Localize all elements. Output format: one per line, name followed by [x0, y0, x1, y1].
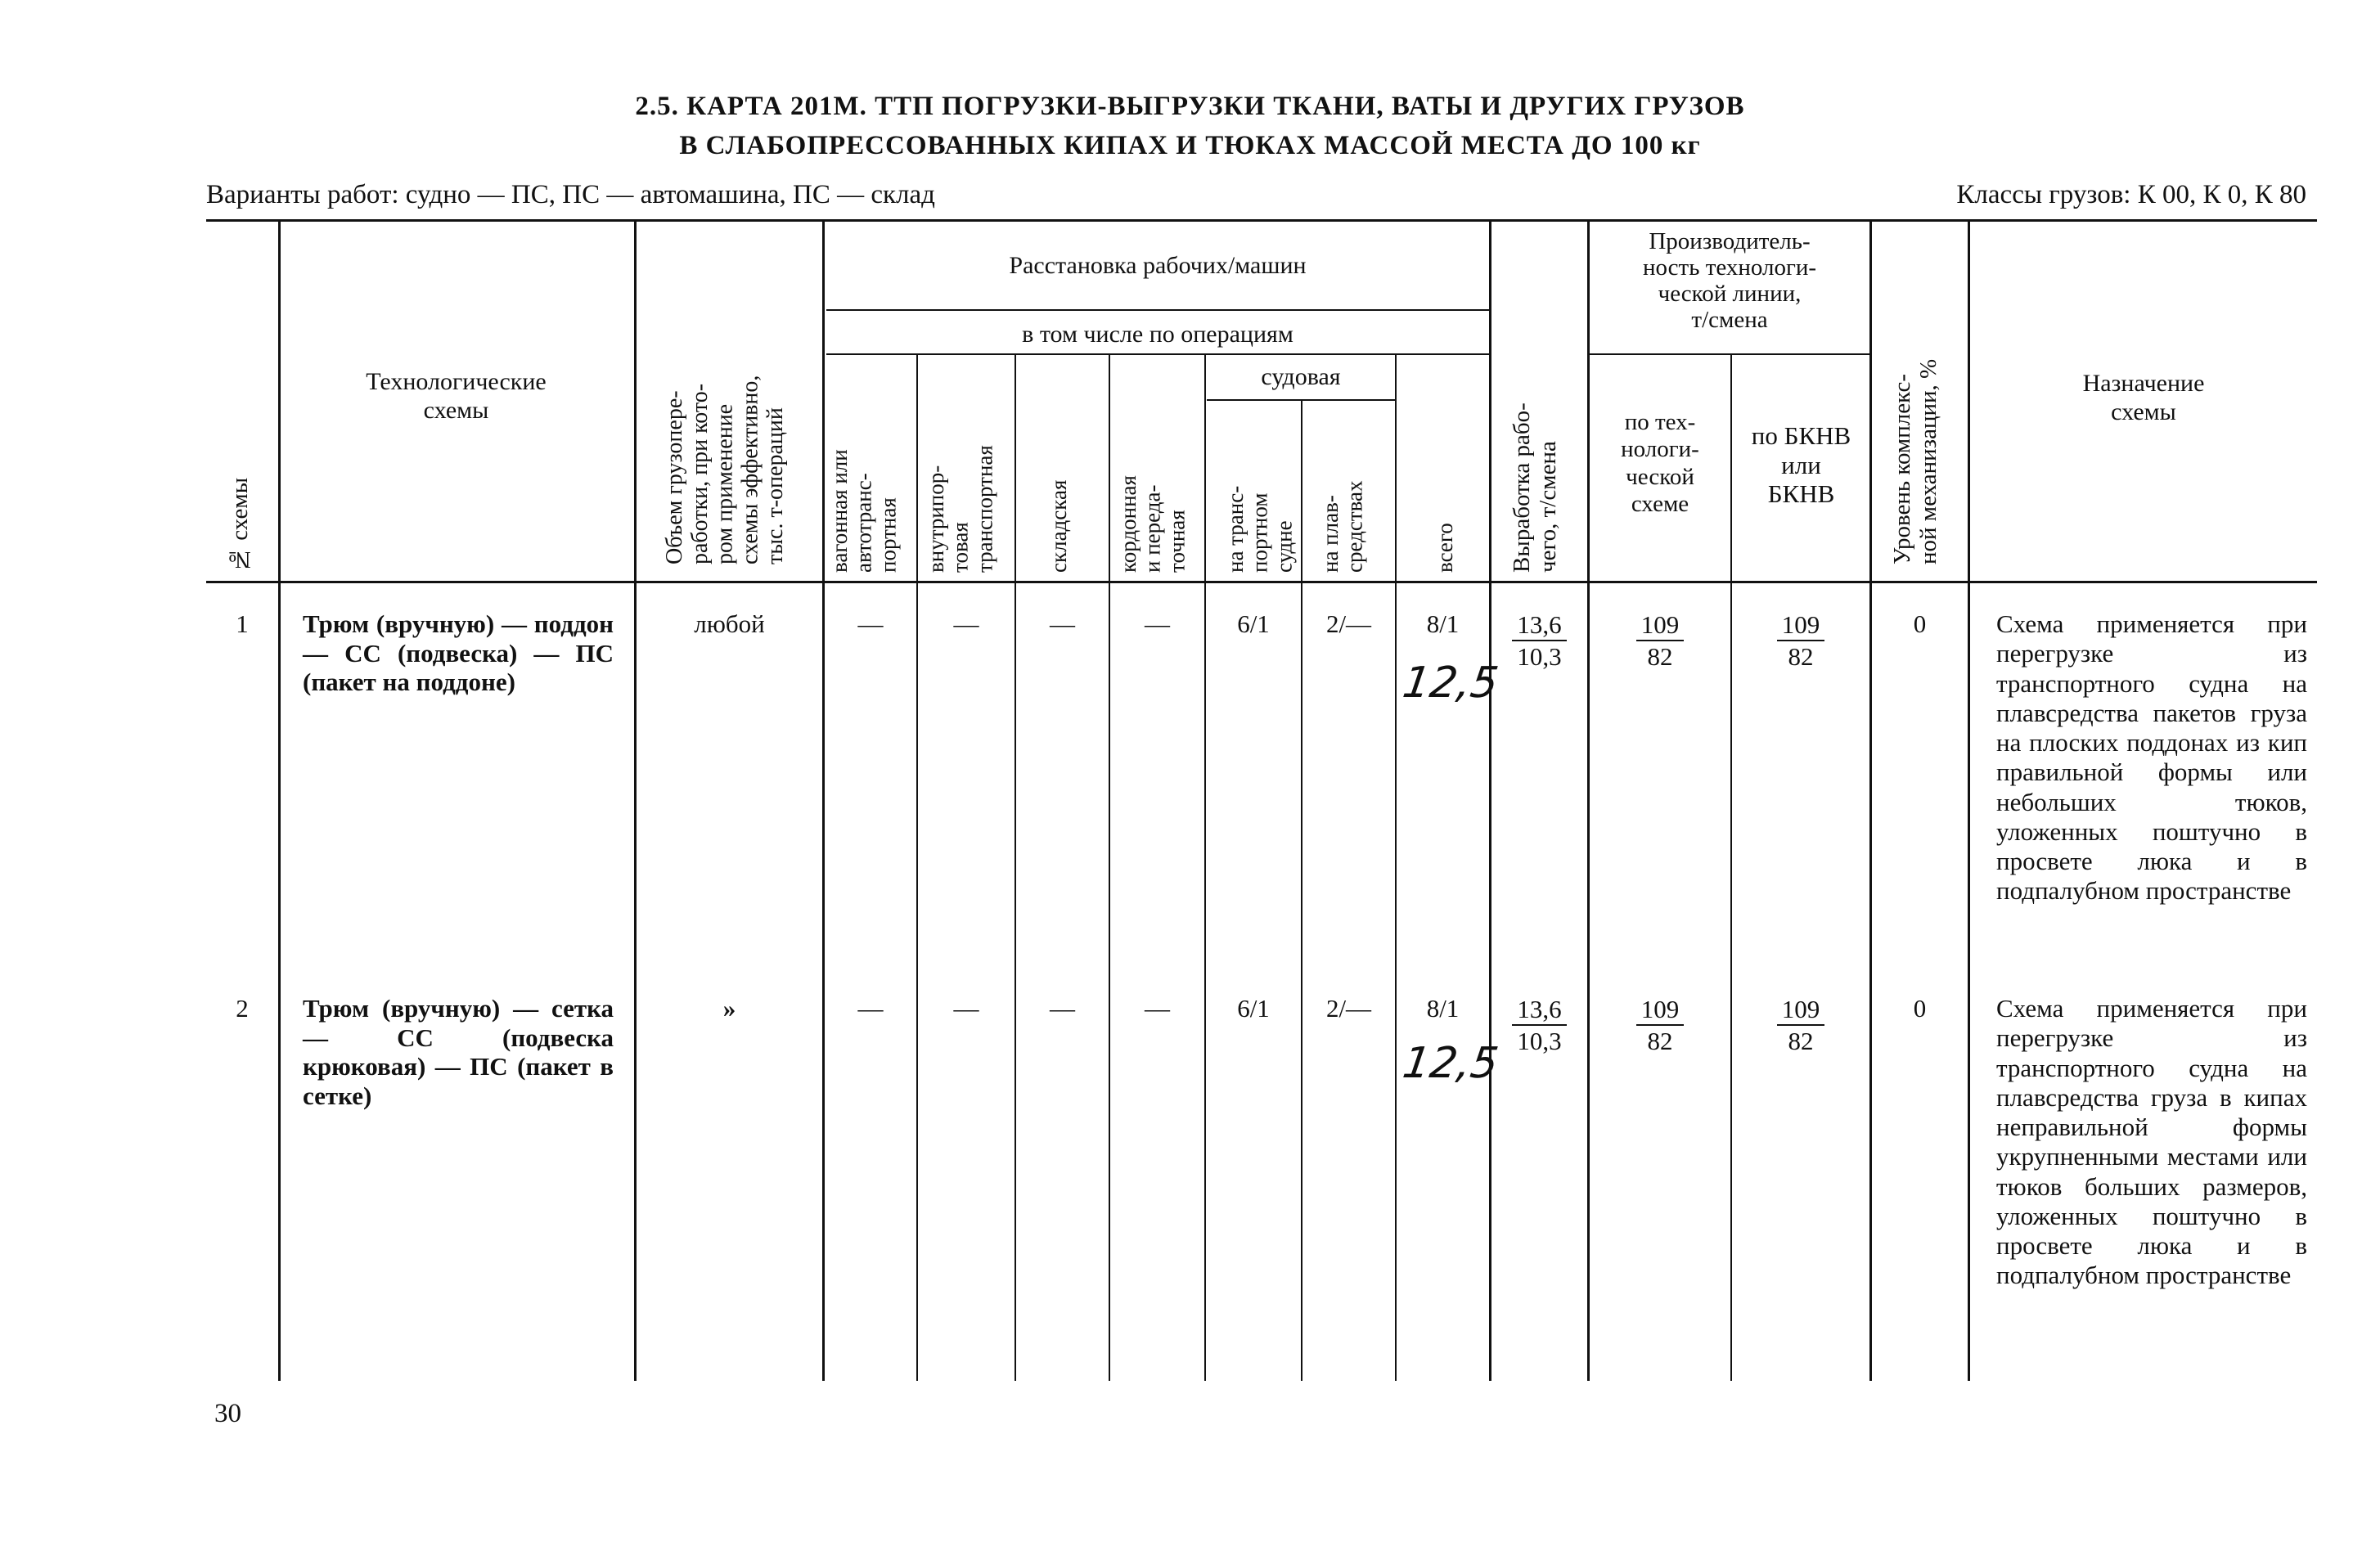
row-wagon: —	[857, 609, 884, 638]
row-intport: —	[953, 609, 979, 638]
work-variants: Варианты работ: судно — ПС, ПС — автомашина, ПС — склад	[206, 180, 935, 209]
vline-6	[1109, 353, 1110, 1381]
row-warehouse: —	[1050, 609, 1075, 638]
header-placement: Расстановка рабочих/машин	[1009, 252, 1307, 279]
row-output	[1491, 609, 1587, 672]
header-incl-ops: в том числе по операциям	[1022, 321, 1293, 348]
row-volume: любой	[694, 609, 765, 638]
rule-incl-ops	[826, 309, 1489, 311]
row-total: 8/1	[1426, 609, 1460, 638]
top-rule	[206, 219, 2317, 222]
row-num: 1	[236, 609, 249, 638]
header-ship-transport: на транс- портном судне	[1223, 485, 1297, 573]
vline-2	[634, 219, 637, 1381]
row-bknv-top: 109	[1777, 609, 1825, 641]
row-tech: Трюм (вручную) — поддон — СС (подвеска) — ПС (пакет на поддоне)	[303, 609, 614, 697]
row-warehouse: —	[1050, 994, 1075, 1023]
row-output-bottom: 10,3	[1517, 1027, 1562, 1056]
header-num: № схемы	[227, 477, 253, 573]
row-output-top: 13,6	[1512, 994, 1566, 1026]
row-ship-float: 2/—	[1325, 994, 1372, 1023]
row-intport: —	[953, 994, 979, 1023]
vline-13	[1869, 219, 1872, 1381]
vline-5	[1015, 353, 1016, 1381]
row-wagon: —	[857, 994, 884, 1023]
row-by-bknv	[1732, 994, 1869, 1056]
vline-9	[1395, 353, 1397, 1381]
row-num: 2	[236, 994, 249, 1023]
row-ship-transport: 6/1	[1237, 609, 1270, 638]
row-mech: 0	[1913, 609, 1927, 638]
row-by-bknv	[1732, 609, 1869, 672]
row-bknv-bottom: 82	[1788, 642, 1814, 672]
row-mech: 0	[1913, 994, 1927, 1023]
row-scheme-top: 109	[1636, 609, 1685, 641]
header-intport: внутрипор- товая транспортная	[924, 445, 997, 573]
header-bottom-rule	[206, 581, 2317, 583]
header-cordon: кордонная и переда- точная	[1116, 475, 1190, 573]
row-purpose: Схема применяется при перегрузке из транспортного судна на плавсредства пакетов груза на плоских поддонах из кип правильной формы или небольших тюков, уложенных поштучно в просвете люка и в подпалубном пространстве	[1996, 609, 2307, 906]
header-output: Выработка рабо- чего, т/смена	[1509, 402, 1561, 573]
row-ship-transport: 6/1	[1237, 994, 1270, 1023]
row-cordon: —	[1145, 994, 1170, 1023]
title-line-1: 2.5. КАРТА 201М. ТТП ПОГРУЗКИ-ВЫГРУЗКИ ТКАНИ, ВАТЫ И ДРУГИХ ГРУЗОВ	[635, 92, 1745, 121]
vline-1	[278, 219, 281, 1381]
title-line-2: В СЛАБОПРЕССОВАННЫХ КИПАХ И ТЮКАХ МАССОЙ МЕСТА ДО 100 кг	[679, 131, 1701, 160]
row-tech: Трюм (вручную) — сетка — СС (подвеска крюковая) — ПС (пакет в сетке)	[303, 994, 614, 1110]
cargo-classes: Классы грузов: К 00, К 0, К 80	[1956, 180, 2306, 209]
header-purpose: Назначение схемы	[2082, 370, 2205, 425]
page-number: 30	[214, 1399, 241, 1428]
row-ship-float: 2/—	[1325, 609, 1372, 638]
header-warehouse: складская	[1046, 479, 1071, 573]
row-by-scheme	[1590, 609, 1730, 672]
row-cordon: —	[1145, 609, 1170, 638]
header-by-bknv: по БКНВ или БКНВ	[1751, 421, 1851, 509]
row-bknv-bottom: 82	[1788, 1027, 1814, 1056]
vline-3	[822, 219, 825, 1381]
header-mech: Уровень комплекс- ной механизации, %	[1889, 358, 1941, 564]
row-output	[1491, 994, 1587, 1056]
vline-12	[1730, 353, 1732, 1381]
vline-8	[1301, 399, 1302, 1381]
vline-10	[1489, 219, 1491, 1381]
row-volume: »	[722, 994, 736, 1023]
row-output-top: 13,6	[1512, 609, 1566, 641]
header-ship: судовая	[1261, 363, 1341, 390]
rule-productivity	[1587, 353, 1869, 355]
vline-4	[916, 353, 918, 1381]
header-total: всего	[1433, 523, 1457, 573]
header-tech: Технологические схемы	[366, 368, 547, 424]
vline-11	[1587, 219, 1590, 1381]
rule-sub-ops	[826, 353, 1489, 355]
row-output-bottom: 10,3	[1517, 642, 1562, 672]
header-ship-float: на плав- средствах	[1318, 480, 1367, 573]
row-by-scheme	[1590, 994, 1730, 1056]
row-scheme-top: 109	[1636, 994, 1685, 1026]
header-by-scheme: по тех- нологи- ческой схеме	[1621, 409, 1699, 518]
vline-7	[1204, 353, 1206, 1381]
row-handwritten-note: 12,5	[1399, 659, 1501, 708]
header-volume: Объем грузопере- работки, при кото- ром применение схемы эффективно, тыс. т-операций	[662, 375, 789, 564]
row-scheme-bottom: 82	[1647, 1027, 1673, 1056]
row-purpose: Схема применяется при перегрузке из транспортного судна на плавсредства груза в кипах неправильной формы укрупненными местами или тюков больших размеров, уложенных поштучно в просвете люка и в подпалубном пространстве	[1996, 994, 2307, 1290]
header-wagon: вагонная или автотранс- портная	[827, 449, 901, 573]
header-productivity: Производитель- ность технологи- ческой линии, т/смена	[1642, 228, 1817, 333]
row-total: 8/1	[1426, 994, 1460, 1023]
row-bknv-top: 109	[1777, 994, 1825, 1026]
row-handwritten-note: 12,5	[1399, 1039, 1501, 1088]
row-scheme-bottom: 82	[1647, 642, 1673, 672]
